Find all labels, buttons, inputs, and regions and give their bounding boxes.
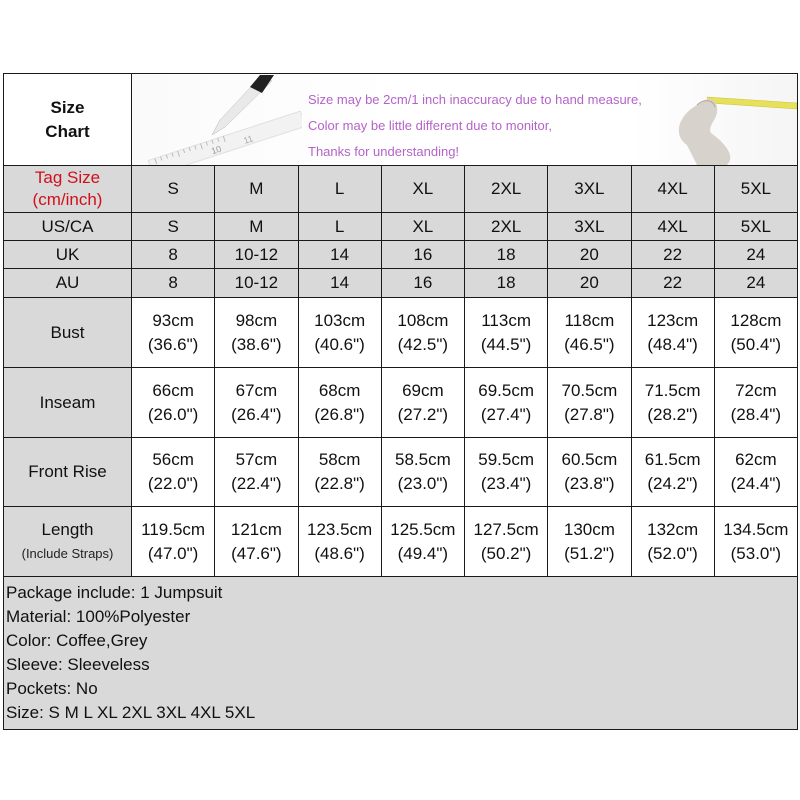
measure-cell: 69.5cm (27.4"): [465, 368, 548, 438]
note-thanks: Thanks for understanding!: [308, 143, 460, 159]
banner-notes: [308, 87, 642, 165]
uk-row: [4, 241, 798, 269]
product-info: [4, 577, 798, 730]
size-cell: 10-12: [215, 269, 298, 298]
size-cell: 22: [631, 241, 714, 269]
measure-cell: 66cm (26.0"): [132, 368, 215, 438]
measure-cell: 67cm (26.4"): [215, 368, 298, 438]
banner-cell: [132, 74, 798, 166]
length-row: [4, 507, 798, 577]
info-color: Color: Coffee,Grey: [6, 631, 148, 650]
size-cell: 24: [714, 269, 797, 298]
measure-cell: 113cm (44.5"): [465, 298, 548, 368]
size-cell: 18: [465, 269, 548, 298]
tag-size-cell: 3XL: [548, 166, 631, 213]
us-ca-row: [4, 213, 798, 241]
note-accuracy: Size may be 2cm/1 inch inaccuracy due to hand measure,: [308, 91, 642, 107]
row-label: Front Rise: [4, 438, 132, 507]
measure-cell: 128cm (50.4"): [714, 298, 797, 368]
size-cell: XL: [381, 213, 464, 241]
measure-cell: 123cm (48.4"): [631, 298, 714, 368]
row-label: AU: [4, 269, 132, 298]
measure-cell: 93cm (36.6"): [132, 298, 215, 368]
svg-text:10: 10: [209, 143, 223, 156]
measure-cell: 134.5cm (53.0"): [714, 507, 797, 577]
size-cell: 14: [298, 269, 381, 298]
info-sleeve: Sleeve: Sleeveless: [6, 655, 150, 674]
size-cell: L: [298, 213, 381, 241]
size-cell: 8: [132, 241, 215, 269]
tag-size-cell: 4XL: [631, 166, 714, 213]
tag-size-row: [4, 166, 798, 213]
chart-title: [4, 74, 132, 166]
size-chart-table: [3, 73, 798, 730]
tag-size-cell: L: [298, 166, 381, 213]
tag-size-cell: S: [132, 166, 215, 213]
size-cell: 2XL: [465, 213, 548, 241]
banner: [132, 75, 797, 165]
measure-cell: 125.5cm (49.4"): [381, 507, 464, 577]
measure-cell: 98cm (38.6"): [215, 298, 298, 368]
size-cell: 5XL: [714, 213, 797, 241]
row-label: Inseam: [4, 368, 132, 438]
pencil-ruler-image: [132, 75, 302, 165]
measure-cell: 68cm (26.8"): [298, 368, 381, 438]
measure-cell: 60.5cm (23.8"): [548, 438, 631, 507]
row-label: Bust: [4, 298, 132, 368]
size-cell: 16: [381, 269, 464, 298]
tag-size-cell: XL: [381, 166, 464, 213]
measure-cell: 119.5cm (47.0"): [132, 507, 215, 577]
size-cell: 4XL: [631, 213, 714, 241]
size-cell: 22: [631, 269, 714, 298]
tag-size-cell: 2XL: [465, 166, 548, 213]
row-label: US/CA: [4, 213, 132, 241]
tag-size-cell: 5XL: [714, 166, 797, 213]
size-cell: 24: [714, 241, 797, 269]
size-cell: 14: [298, 241, 381, 269]
tag-size-cell: M: [215, 166, 298, 213]
size-cell: 20: [548, 241, 631, 269]
size-cell: 16: [381, 241, 464, 269]
product-info-row: [4, 577, 798, 730]
measure-cell: 57cm (22.4"): [215, 438, 298, 507]
measure-cell: 71.5cm (28.2"): [631, 368, 714, 438]
hand-tape-measure-image: [667, 75, 797, 165]
au-row: [4, 269, 798, 298]
measure-cell: 69cm (27.2"): [381, 368, 464, 438]
measure-cell: 58cm (22.8"): [298, 438, 381, 507]
front-rise-row: [4, 438, 798, 507]
row-sublabel: (Include Straps): [21, 545, 114, 561]
measure-cell: 118cm (46.5"): [548, 298, 631, 368]
title-line-1: Size: [50, 97, 85, 117]
size-cell: S: [132, 213, 215, 241]
measure-cell: 103cm (40.6"): [298, 298, 381, 368]
info-material: Material: 100%Polyester: [6, 607, 191, 626]
size-cell: M: [215, 213, 298, 241]
size-cell: 20: [548, 269, 631, 298]
info-pockets: Pockets: No: [6, 679, 98, 698]
info-sizes: Size: S M L XL 2XL 3XL 4XL 5XL: [6, 703, 256, 722]
measure-cell: 123.5cm (48.6"): [298, 507, 381, 577]
size-cell: 18: [465, 241, 548, 269]
measure-cell: 127.5cm (50.2"): [465, 507, 548, 577]
measure-cell: 108cm (42.5"): [381, 298, 464, 368]
svg-text:11: 11: [242, 132, 255, 146]
measure-cell: 62cm (24.4"): [714, 438, 797, 507]
row-label: Length (Include Straps): [4, 507, 132, 577]
info-package: Package include: 1 Jumpsuit: [6, 583, 223, 602]
measure-cell: 130cm (51.2"): [548, 507, 631, 577]
size-cell: 8: [132, 269, 215, 298]
tag-size-label: Tag Size (cm/inch): [4, 166, 132, 213]
measure-cell: 70.5cm (27.8"): [548, 368, 631, 438]
size-cell: 3XL: [548, 213, 631, 241]
inseam-row: [4, 368, 798, 438]
measure-cell: 56cm (22.0"): [132, 438, 215, 507]
header-row: [4, 74, 798, 166]
size-cell: 10-12: [215, 241, 298, 269]
measure-cell: 132cm (52.0"): [631, 507, 714, 577]
note-color: Color may be little different due to monitor,: [308, 117, 552, 133]
measure-cell: 59.5cm (23.4"): [465, 438, 548, 507]
bust-row: [4, 298, 798, 368]
measure-cell: 121cm (47.6"): [215, 507, 298, 577]
title-line-2: Chart: [45, 121, 90, 141]
measure-cell: 72cm (28.4"): [714, 368, 797, 438]
measure-cell: 58.5cm (23.0"): [381, 438, 464, 507]
measure-cell: 61.5cm (24.2"): [631, 438, 714, 507]
row-label: UK: [4, 241, 132, 269]
